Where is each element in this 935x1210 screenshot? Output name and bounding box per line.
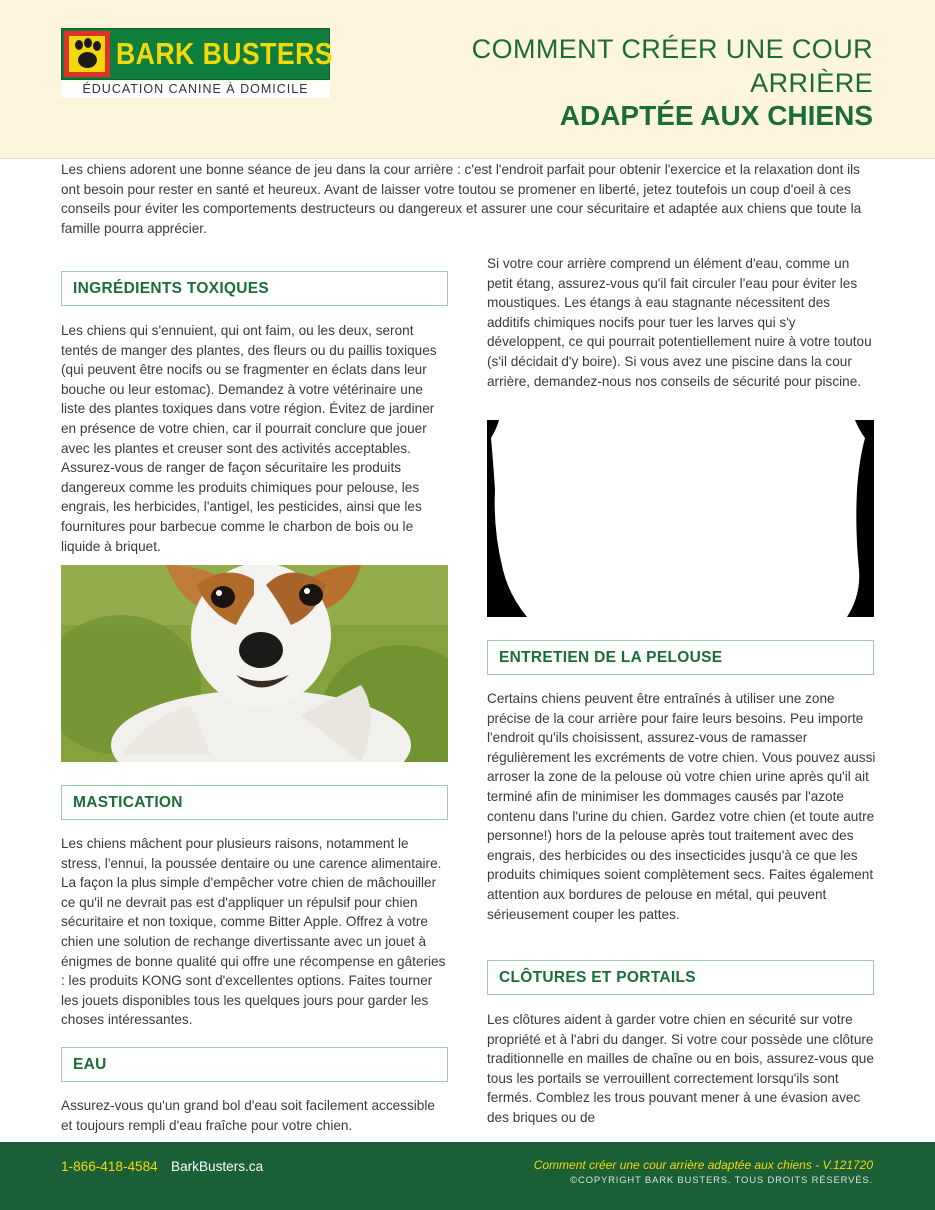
logo-tagline: ÉDUCATION CANINE À DOMICILE [61,81,330,98]
footer-phone[interactable]: 1-866-418-4584 [61,1159,158,1174]
silhouette-image [487,420,874,617]
section-body-lawn: Certains chiens peuvent être entraînés à utiliser une zone précise de la cour arrière pour faire leurs besoins. Peu importe l'endroit qu'ils choisissent, assurez-vous de ramasser régulièrement les excréments de votre chien. Vous pouvez aussi arroser la zone de la pelouse où votre chien urine après qu'il ait terminé afin de minimiser les dommages causés par l'azote contenu dans l'urine du chien. Gardez votre chien (et toute autre personne!) hors de la pelouse après tout traitement avec des engrais, des herbicides ou des insecticides jusqu'à ce que les produits chimiques soient complètement secs. Faites également attention aux bordures de pelouse en métal, qui peuvent sérieusement couper les pattes. [487,691,876,922]
section-body-water: Assurez-vous qu'un grand bol d'eau soit facilement accessible et toujours rempli d'eau fraîche pour votre chien. [61,1098,435,1133]
page-header [0,0,935,159]
section-body-chewing: Les chiens mâchent pour plusieurs raisons, notamment le stress, l'ennui, la poussée dentaire ou une carence alimentaire. La façon la plus simple d'empêcher votre chien de mâchouiller ce qu'il ne devrait pas est d'appliquer un répulsif pour chien sécuritaire et non toxique, comme Bitter Apple. Offrez à votre chien une solution de rechange divertissante avec un jouet à énigmes de bonne qualité qui offre une récompense en gâteries : les produits KONG sont d'excellentes options. Faites tourner les jouets disponibles tous les quelques jours pour garder les choses intéressantes. [61,836,446,1028]
bark-busters-logo [61,28,333,98]
footer-website-link[interactable]: BarkBusters.ca [171,1159,264,1174]
footer-document-name: Comment créer une cour arrière adaptée aux chiens - V.121720 [533,1158,873,1172]
logo-banner [61,28,333,80]
section-heading-chewing: MASTICATION [61,785,448,820]
dog-photo [61,565,448,762]
section-body-toxic: Les chiens qui s'ennuient, qui ont faim, ou les deux, seront tentés de manger des plantes, des fleurs ou du paillis toxiques (qui peuvent être nocifs ou se fragmenter en éclats dans leur bouche ou leur estomac). Demandez à votre vétérinaire une liste des plantes toxiques dans votre région. Évitez de jardiner en présence de votre chien, car il pourrait conclure que jouer avec les plantes et creuser sont des activités acceptables. Assurez-vous de ranger de façon sécuritaire les produits dangereux comme les produits chimiques pour pelouse, les engrais, les herbicides, l'antigel, les pesticides, ainsi que les fournitures pour barbecue comme le charbon de bois ou le liquide à briquet. [61,323,437,554]
section-heading-fences: CLÔTURES ET PORTAILS [487,960,874,995]
page-footer [0,1142,935,1210]
section-body-fences: Les clôtures aident à garder votre chien en sécurité sur votre propriété et à l'abri du danger. Si votre cour possède une clôture traditionnelle en mailles de chaîne ou en bois, assurez-vous que tous les portails se verrouillent correctement lorsqu'ils sont fermés. Comblez les trous pouvant mener à une évasion avec des briques ou de [487,1012,874,1125]
section-body-water-continued: Si votre cour arrière comprend un élément d'eau, comme un petit étang, assurez-vous qu'il fait circuler l'eau pour éviter les moustiques. Les étangs à eau stagnante nécessitent des additifs chimiques nocifs pour tuer les larves qui s'y développent, ce qui pourrait potentiellement nuire à votre toutou (s'il décidait d'y boire). Si vous avez une piscine dans la cour arrière, demandez-nous nos conseils de sécurité pour piscine. [487,256,872,389]
page-subtitle: ADAPTÉE AUX CHIENS [559,100,873,131]
section-heading-lawn: ENTRETIEN DE LA PELOUSE [487,640,874,675]
footer-copyright: ©COPYRIGHT BARK BUSTERS. TOUS DROITS RÉSERVÉS. [570,1175,873,1186]
logo-name: BARK BUSTERS [116,36,333,71]
section-heading-water: EAU [61,1047,448,1082]
paw-icon [64,31,110,77]
intro-paragraph: Les chiens adorent une bonne séance de jeu dans la cour arrière : c'est l'endroit parfait pour obtenir l'exercice et la relaxation dont ils ont besoin pour rester en santé et heureux. Avant de laisser votre toutou se promener en liberté, jetez toutefois un coup d'oeil à ces conseils pour éviter les comportements destructeurs ou dangereux et assurer une cour sécuritaire et adaptée aux chiens que toute la famille pourra apprécier. [61,162,862,236]
page-title: COMMENT CRÉER UNE COUR ARRIÈRE [471,34,873,98]
section-heading-toxic: INGRÉDIENTS TOXIQUES [61,271,448,306]
